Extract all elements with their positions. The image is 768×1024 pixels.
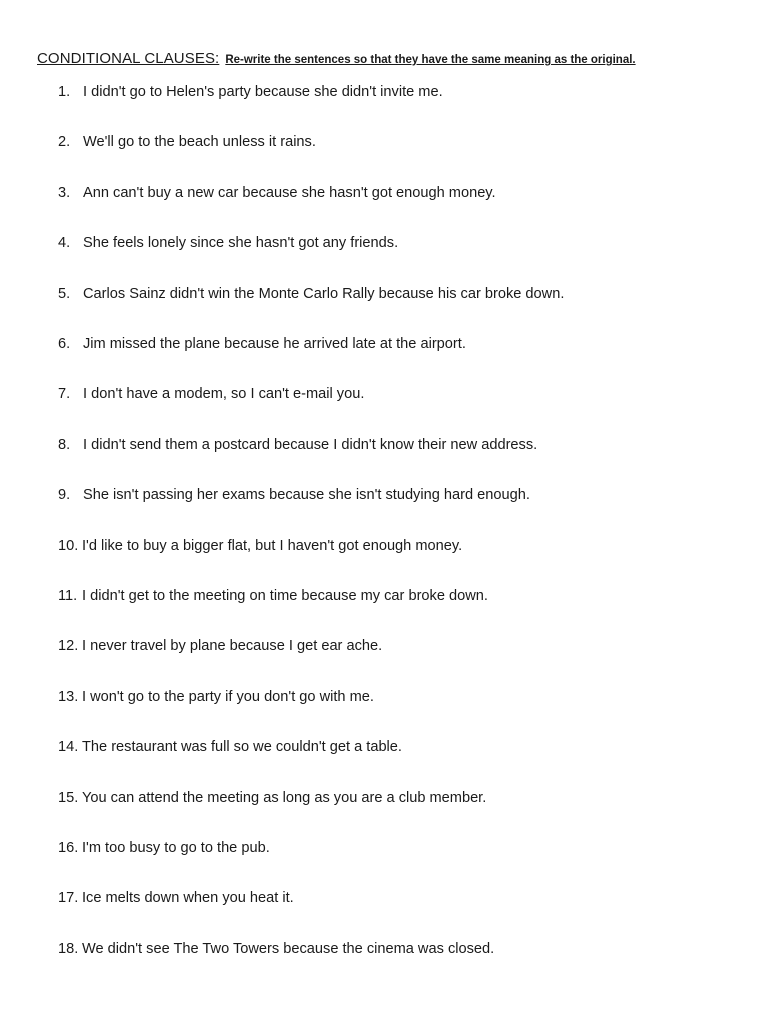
item-text: I didn't get to the meeting on time because my car broke down. — [82, 588, 488, 604]
exercise-item — [58, 790, 486, 806]
item-number: 7. — [58, 386, 71, 402]
exercise-item — [58, 386, 364, 402]
item-text: She isn't passing her exams because she isn't studying hard enough. — [83, 487, 530, 503]
exercise-item — [58, 286, 564, 302]
item-number: 13. — [58, 689, 79, 705]
worksheet-title: CONDITIONAL CLAUSES: — [37, 50, 220, 67]
item-text: We didn't see The Two Towers because the cinema was closed. — [82, 941, 495, 957]
worksheet-instruction: Re-write the sentences so that they have the same meaning as the original. — [225, 54, 636, 66]
exercise-item — [58, 437, 537, 453]
item-number: 12. — [58, 638, 79, 654]
exercise-item — [58, 487, 530, 503]
item-number: 10. — [58, 538, 79, 554]
item-number: 15. — [58, 790, 79, 806]
item-text: Ann can't buy a new car because she hasn't got enough money. — [83, 185, 496, 201]
exercise-item — [58, 134, 316, 150]
item-text: Jim missed the plane because he arrived late at the airport. — [83, 336, 466, 352]
item-text: You can attend the meeting as long as you are a club member. — [82, 790, 487, 806]
item-number: 8. — [58, 437, 71, 453]
exercise-item — [58, 941, 494, 957]
item-text: Carlos Sainz didn't win the Monte Carlo Rally because his car broke down. — [83, 286, 565, 302]
item-number: 1. — [58, 84, 71, 100]
exercise-item — [58, 538, 462, 554]
item-number: 6. — [58, 336, 71, 352]
exercise-item — [58, 689, 374, 705]
exercise-item — [58, 840, 270, 856]
item-number: 3. — [58, 185, 71, 201]
exercise-item — [58, 890, 294, 906]
item-number: 9. — [58, 487, 71, 503]
item-text: I didn't send them a postcard because I didn't know their new address. — [83, 437, 538, 453]
item-text: The restaurant was full so we couldn't get a table. — [82, 739, 402, 755]
item-text: I don't have a modem, so I can't e-mail you. — [83, 386, 365, 402]
worksheet-header — [37, 50, 636, 68]
item-text: I'd like to buy a bigger flat, but I haven't got enough money. — [82, 538, 463, 554]
exercise-item — [58, 336, 466, 352]
item-text: I won't go to the party if you don't go with me. — [82, 689, 374, 705]
item-number: 11. — [58, 588, 78, 604]
item-number: 17. — [58, 890, 79, 906]
exercise-item — [58, 84, 443, 100]
exercise-item — [58, 588, 488, 604]
item-number: 4. — [58, 235, 71, 251]
item-text: She feels lonely since she hasn't got any friends. — [83, 235, 399, 251]
item-text: Ice melts down when you heat it. — [82, 890, 294, 906]
exercise-item — [58, 235, 398, 251]
item-text: I didn't go to Helen's party because she didn't invite me. — [83, 84, 443, 100]
exercise-item — [58, 739, 402, 755]
exercise-item — [58, 185, 496, 201]
item-number: 5. — [58, 286, 71, 302]
exercise-item — [58, 638, 382, 654]
item-text: We'll go to the beach unless it rains. — [83, 134, 316, 150]
item-number: 14. — [58, 739, 79, 755]
item-text: I never travel by plane because I get ear ache. — [82, 638, 383, 654]
item-text: I'm too busy to go to the pub. — [82, 840, 270, 856]
item-number: 2. — [58, 134, 71, 150]
item-number: 16. — [58, 840, 79, 856]
item-number: 18. — [58, 941, 79, 957]
